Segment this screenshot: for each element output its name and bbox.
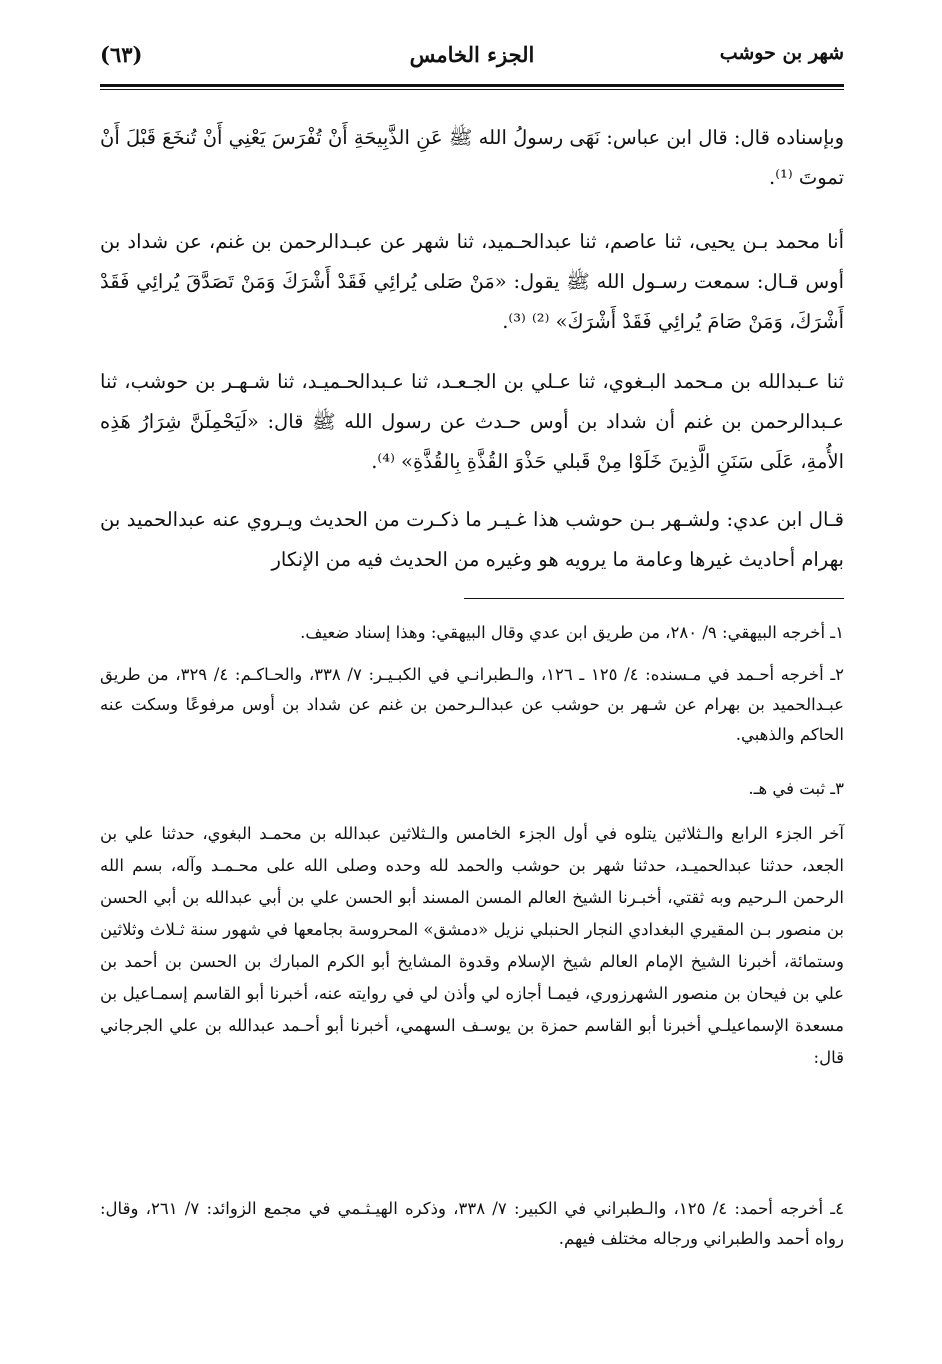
body-paragraph-4: قـال ابن عدي: ولشـهر بـن حوشب هذا غـيـر ما ذكـرت من الحديث ويـروي عنه عبدالحميد بن بهرام أحاديث غيرها وعامة ما يرويه هو وغيره من الحديث فيه من الإنكار: [100, 508, 844, 571]
footnote-separator: [464, 598, 844, 599]
footnote-1: ١ـ أخرجه البيهقي: ٩/ ٢٨٠، من طريق ابن عدي وقال البيهقي: وهذا إسناد ضعيف.: [300, 623, 844, 642]
page-number: (٦٣): [100, 42, 143, 67]
body-paragraph-1: وبإسناده قال: قال ابن عباس: نَهَى رسولُ الله ﷺ عَنِ الذَّبِيحَةِ أَنْ تُفْرَسَ يَعْنِي أَنْ تُنخَعَ قَبْلَ أَنْ تموتَ ⁽¹⁾.: [100, 126, 844, 189]
header-rule-thin: [100, 89, 844, 90]
footnote-2: ٢ـ أخرجه أحـمد في مـسنده: ٤/ ١٢٥ ـ ١٢٦، والـطبرانـي في الكبـيـر: ٧/ ٣٣٨، والحـاكـم: ٤/ ٣٢٩، من طريق عبـدالحميد بن بهرام عن شـهر بن حوشب عن عبدالـرحمن بن غنم عن شداد بن أوس مرفوعًا وسكت عنه الحاكم والذهبي.: [100, 665, 845, 744]
part-title: الجزء الخامس: [409, 42, 535, 67]
body-paragraph-3: ثنا عـبدالله بن مـحمد البـغوي، ثنا عـلي بن الجـعـد، ثنا عـبدالحـميـد، ثنا شـهـر بن حوشب، ثنا عـبدالرحمن بن غنم أن شداد بن أوس حـدث عن رسول الله ﷺ قال: «لَيَحْمِلَنَّ شِرَارُ هَذِه الأُمةِ، عَلَى سَنَنِ الَّذِينَ خَلَوْا مِنْ قَبلي حَذْوَ القُذَّةِ بِالقُذَّةِ» ⁽⁴⁾.: [100, 370, 844, 473]
running-title: شهر بن حوشب: [719, 42, 844, 64]
header-rule: [100, 84, 844, 87]
page-header: [100, 38, 844, 78]
body-paragraph-2: أنا محمد بـن يحيى، ثنا عاصم، ثنا عبدالحـميد، ثنا شهر عن عبـدالرحمن بن غنم، عن شداد بن أوس قـال: سمعت رسـول الله ﷺ يقول: «مَنْ صَلى يُرائِي فَقَدْ أَشْرَكَ وَمَنْ تَصَدَّقَ يُرائِي فَقَدْ أَشْرَكَ، وَمَنْ صَامَ يُرائِي فَقَدْ أَشْرَكَ» ⁽²⁾ ⁽³⁾.: [100, 230, 844, 333]
footnote-3-text: آخر الجزء الرابع والـثلاثين يتلوه في أول الجزء الخامس والـثلاثين عبدالله بن محمـد البغوي، حدثنا علي بن الجعد، حدثنا عبدالحميـد، حدثنا شهر بن حوشب والحمد لله وحده وصلى الله على محـمـد وآله، بسم الله الرحمن الـرحيم وبه ثقتي، أخبـرنا الشيخ العالم المسن المسند أبو الحسن علي بن أبي عبدالله بن أبي الحسن بن منصور بـن المقيري البغدادي النجار الحنبلي نزيل «دمشق» المحروسة بجامعها في شهور سنة ثـلاث وثلاثين وستمائة، أخبرنا الشيخ الإمام العالم شيخ الإسلام وقدوة المشايخ أبو الكرم المبارك بن الحسن بن أحمد بن علي بن فيحان بن منصور الشهرزوري، فيمـا أجازه لي وأذن لي في روايته عنه، أخبرنا أبو القاسم إسمـاعيل بن مسعدة الإسماعيلـي أخبرنا أبو القاسم حمزة بن يوسـف السهمي، أخبرنا أبو أحـمد عبدالله بن علي الجرجاني قال:: [100, 824, 844, 1067]
footnote-3-title: ٣ـ ثبت في هـ.: [748, 779, 844, 798]
footnote-4: ٤ـ أخرجه أحمد: ٤/ ١٢٥، والـطبراني في الكبير: ٧/ ٣٣٨، وذكره الهيـثـمي في مجمع الزوائد: ٧/ ٢٦١، وقال: رواه أحمد والطبراني ورجاله مختلف فيهم.: [100, 1199, 844, 1248]
